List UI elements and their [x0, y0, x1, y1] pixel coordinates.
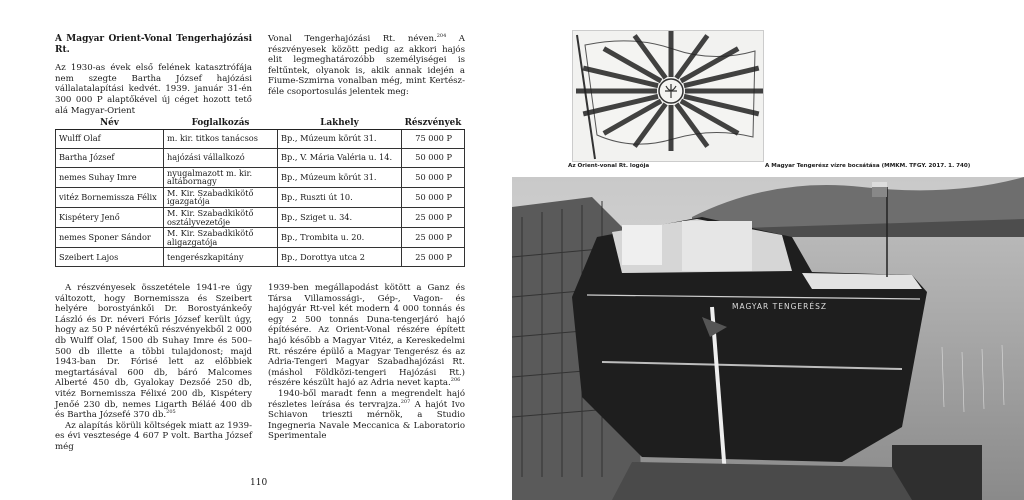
- table-cell: Bp., Ruszti út 10.: [278, 187, 402, 207]
- table-cell: 50 000 P: [402, 187, 465, 207]
- left-column-top: [55, 34, 252, 116]
- table-row: [56, 187, 465, 207]
- flag-icon: [573, 31, 763, 161]
- column-header: Név: [56, 118, 164, 129]
- table-cell: tengerészkapitány: [164, 248, 278, 267]
- table-row: [56, 148, 465, 167]
- table-cell: Kispétery Jenő: [56, 207, 164, 227]
- table-cell: Bp., Trombita u. 20.: [278, 228, 402, 248]
- table-cell: 50 000 P: [402, 167, 465, 187]
- column-header: Foglalkozás: [164, 118, 278, 129]
- footnote-ref[interactable]: 204: [436, 33, 447, 40]
- flag-caption: Az Orient-vonal Rt. logója: [568, 163, 650, 169]
- table-cell: 25 000 P: [402, 248, 465, 267]
- table-cell: m. kir. titkos tanácsos: [164, 129, 278, 148]
- table-cell: nemes Suhay Imre: [56, 167, 164, 187]
- left-column-bottom: [55, 283, 252, 453]
- table-cell: 25 000 P: [402, 207, 465, 227]
- table-cell: vitéz Bornemissza Félix: [56, 187, 164, 207]
- paragraph: Vonal Tengerhajózási Rt. néven.$^{204}$ A részvényesek között pedig az akkori hajós elit legmeghatározóbb személyiségei is feltűntek, olyanok is, akik annak idején a Fiume-Szmirna vonalban még, mint Kertész-féle csoportosulás jelentek meg:: [268, 33, 465, 97]
- table-cell: Bartha József: [56, 148, 164, 167]
- company-flag-logo: [572, 30, 764, 162]
- table-cell: M. Kir. Szabadkikötő aligazgatója: [164, 228, 278, 248]
- footnote-ref[interactable]: 206: [450, 377, 461, 384]
- ship-hull-name: MAGYAR TENGERÉSZ: [732, 302, 827, 311]
- table-row: [56, 129, 465, 148]
- table-cell: Bp., Sziget u. 34.: [278, 207, 402, 227]
- section-heading: A Magyar Orient-Vonal Tengerhajózási Rt.: [55, 34, 252, 55]
- page-number: 110: [250, 478, 268, 488]
- table-cell: Bp., Múzeum körút 31.: [278, 167, 402, 187]
- paragraph: 1940-ből maradt fenn a megrendelt hajó részletes leírása és tervrajza.$^{207}$ A hajót Ivo Schiavon trieszti mérnök, a Studio Ingegneria Navale Meccanica & Laboratorio Sperimentale: [268, 388, 465, 442]
- right-column-bottom: [268, 283, 465, 442]
- table-cell: Wulff Olaf: [56, 129, 164, 148]
- photo-caption: A Magyar Tengerész vízre bocsátása (MMKM. TFGY. 2017. 1. 740): [765, 163, 971, 169]
- table-header-row: [56, 118, 465, 129]
- paragraph: A részvényesek összetétele 1941-re úgy változott, hogy Bornemissza és Szeibert helyére borostyánkői Dr. Borostyánkeőy László és Dr. néveri Fóris József került úgy, hogy az 50 P névértékű részvényekből 2 000 db Wulff Olaf, 1500 db Suhay Imre és 500–500 db illette a többi tulajdonost; majd 1943-ban Dr. Fórisé lett az előbbiek megtartásával 600 db, báró Malcomes Alberté 450 db, Gyalokay Dezsőé 250 db, vitéz Bornemissza Félixé 200 db, Kispétery Jenőé 230 db, nemes Ligarth Béláé 400 db és Bartha Józsefé 370 db.$^{205}$: [55, 283, 252, 421]
- footnote-ref[interactable]: 205: [166, 409, 176, 416]
- table-row: [56, 167, 465, 187]
- right-column-top: [268, 34, 465, 98]
- table-cell: Bp., Múzeum körút 31.: [278, 129, 402, 148]
- table-cell: 50 000 P: [402, 148, 465, 167]
- shareholders-table: [55, 118, 465, 267]
- table-cell: Bp., V. Mária Valéria u. 14.: [278, 148, 402, 167]
- footnote-ref[interactable]: 207: [400, 398, 411, 405]
- table-cell: Bp., Dorottya utca 2: [278, 248, 402, 267]
- table-cell: nyugalmazott m. kir. altábornagy: [164, 167, 278, 187]
- table-cell: M. Kir. Szabadkikötő igazgatója: [164, 187, 278, 207]
- paragraph: Az 1930-as évek első felének katasztrófája nem szegte Bartha József hajózási vállalatalapítási kedvét. 1939. január 31-én 300 000 P alaptőkével új céget hozott tető alá Magyar-Orient: [55, 63, 252, 116]
- paragraph: 1939-ben megállapodást kötött a Ganz és Társa Villamossági-, Gép-, Vagon- és hajógyár Rt-vel két modern 4 000 tonnás és egy 2 500 tonnás Duna-tengerjáró hajó építésére. Az Orient-Vonal részére épített hajó később a Magyar Vitéz, a Kereskedelmi Rt. részére épülő a Magyar Tengerész és az Adria-Tengeri Magyar Szabadhajózási Rt. (máshol Földközi-tengeri Hajózási Rt.) részére készült hajó az Adria nevet kapta.$^{206}$: [268, 283, 465, 389]
- ship-launch-photo: [512, 177, 1024, 500]
- table-cell: hajózási vállalkozó: [164, 148, 278, 167]
- table-row: [56, 228, 465, 248]
- table-cell: 25 000 P: [402, 228, 465, 248]
- table-cell: Szeibert Lajos: [56, 248, 164, 267]
- paragraph: Az alapítás körüli költségek miatt az 1939-es évi vesztesége 4 607 P volt. Bartha József még: [55, 420, 252, 452]
- column-header: Lakhely: [278, 118, 402, 129]
- column-header: Részvények: [402, 118, 465, 129]
- table-cell: 75 000 P: [402, 129, 465, 148]
- table-row: [56, 207, 465, 227]
- table-cell: M. Kir. Szabadkikötő osztályvezetője: [164, 207, 278, 227]
- table-cell: nemes Sponer Sándor: [56, 228, 164, 248]
- table-row: [56, 248, 465, 267]
